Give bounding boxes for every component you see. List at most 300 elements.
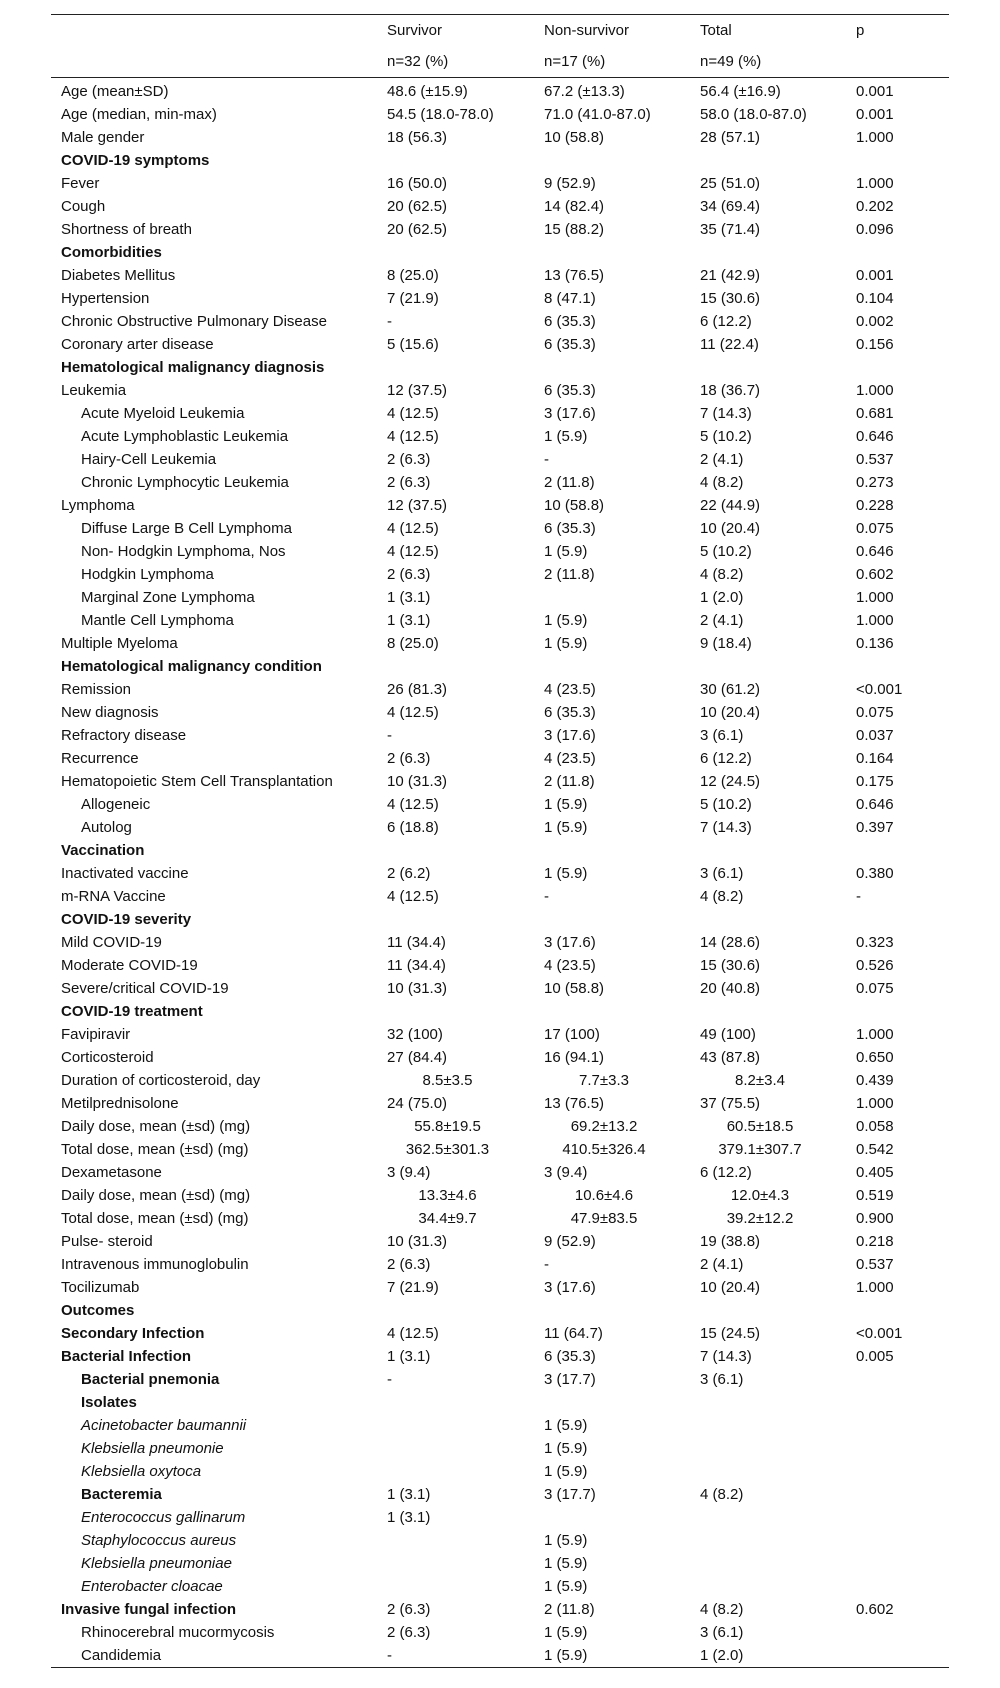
row-label: Bacterial pnemonia (81, 1371, 220, 1388)
survivor-value (387, 241, 544, 264)
survivor-value (387, 1000, 544, 1023)
p-value: 1.000 (856, 129, 894, 146)
survivor-value: 4 (12.5) (387, 405, 439, 422)
row-label: Hematological malignancy condition (61, 658, 322, 675)
table-row (51, 195, 949, 218)
non-survivor-value: 410.5±326.4 (562, 1141, 646, 1158)
p-value: - (856, 888, 861, 905)
non-survivor-value: 1 (5.9) (544, 1578, 588, 1595)
p-value (856, 1000, 949, 1023)
non-survivor-value: 3 (17.6) (544, 405, 596, 422)
total-value: 25 (51.0) (700, 175, 761, 192)
survivor-value: 32 (100) (387, 1026, 443, 1043)
survivor-value (387, 356, 544, 379)
p-value: 0.075 (856, 980, 894, 997)
row-label: Duration of corticosteroid, day (61, 1072, 261, 1089)
non-survivor-value: 1 (5.9) (544, 865, 588, 882)
document-body (51, 14, 949, 1668)
header-non-survivor: Non-survivor (544, 15, 700, 47)
survivor-value: 4 (12.5) (387, 428, 439, 445)
p-value (856, 1368, 949, 1391)
non-survivor-value: 6 (35.3) (544, 382, 596, 399)
non-survivor-value: 17 (100) (544, 1026, 600, 1043)
row-label: Cough (61, 198, 106, 215)
non-survivor-value: 4 (23.5) (544, 681, 596, 698)
table-row (51, 1000, 949, 1023)
table-row (51, 333, 949, 356)
table-row (51, 310, 949, 333)
table-row (51, 1414, 949, 1437)
total-value: 2 (4.1) (700, 451, 744, 468)
p-value: <0.001 (856, 681, 903, 698)
row-label: Metilprednisolone (61, 1095, 179, 1112)
row-label: Inactivated vaccine (61, 865, 189, 882)
total-value: 19 (38.8) (700, 1233, 761, 1250)
non-survivor-value: 1 (5.9) (544, 1624, 588, 1641)
header-survivor-n: n=32 (%) (387, 46, 544, 78)
total-value: 8.2±3.4 (735, 1072, 785, 1089)
total-value: 37 (75.5) (700, 1095, 761, 1112)
survivor-value: 12 (37.5) (387, 497, 448, 514)
row-label: Acinetobacter baumannii (81, 1417, 247, 1434)
non-survivor-value: 3 (17.7) (544, 1371, 596, 1388)
total-value: 15 (30.6) (700, 290, 761, 307)
p-value: 0.519 (856, 1187, 894, 1204)
non-survivor-value: 2 (11.8) (544, 474, 595, 491)
p-value: 0.104 (856, 290, 894, 307)
header-p: p (856, 15, 949, 47)
row-label: Secondary Infection (61, 1325, 205, 1342)
p-value: 0.001 (856, 106, 894, 123)
non-survivor-value: 1 (5.9) (544, 635, 588, 652)
p-value: 0.075 (856, 704, 894, 721)
non-survivor-value: 1 (5.9) (544, 1417, 588, 1434)
survivor-value: 362.5±301.3 (405, 1141, 490, 1158)
row-label: Invasive fungal infection (61, 1601, 237, 1618)
non-survivor-value: 1 (5.9) (544, 543, 588, 560)
total-value: 39.2±12.2 (726, 1210, 794, 1227)
table-row (51, 1023, 949, 1046)
total-value: 14 (28.6) (700, 934, 761, 951)
row-label: Tocilizumab (61, 1279, 140, 1296)
total-value: 60.5±18.5 (726, 1118, 794, 1135)
row-label: COVID-19 symptoms (61, 152, 210, 169)
survivor-value: 4 (12.5) (387, 704, 439, 721)
table-row (51, 1483, 949, 1506)
p-value: 0.439 (856, 1072, 894, 1089)
non-survivor-value (544, 908, 700, 931)
table-row (51, 264, 949, 287)
p-value (856, 1414, 949, 1437)
non-survivor-value: 13 (76.5) (544, 267, 605, 284)
total-value (700, 1414, 856, 1437)
table-row (51, 931, 949, 954)
table-row (51, 149, 949, 172)
row-label: Enterococcus gallinarum (81, 1509, 246, 1526)
p-value: 1.000 (856, 612, 894, 629)
p-value (856, 1506, 949, 1529)
total-value: 6 (12.2) (700, 750, 752, 767)
total-value: 3 (6.1) (700, 865, 744, 882)
table-row (51, 1322, 949, 1345)
header-non-survivor-n: n=17 (%) (544, 46, 700, 78)
total-value: 15 (24.5) (700, 1325, 761, 1342)
table-row (51, 1575, 949, 1598)
patient-characteristics-table (51, 14, 949, 1668)
non-survivor-value: 67.2 (±13.3) (544, 83, 625, 100)
total-value: 3 (6.1) (700, 727, 744, 744)
p-value: 0.646 (856, 796, 894, 813)
total-value (700, 1391, 856, 1414)
row-label: Outcomes (61, 1302, 135, 1319)
p-value (856, 1437, 949, 1460)
survivor-value: 10 (31.3) (387, 980, 448, 997)
row-label: Non- Hodgkin Lymphoma, Nos (81, 543, 286, 560)
survivor-value (387, 1299, 544, 1322)
p-value: 0.001 (856, 83, 894, 100)
total-value: 4 (8.2) (700, 1486, 744, 1503)
survivor-value: 8.5±3.5 (422, 1072, 473, 1089)
table-row (51, 540, 949, 563)
table-row (51, 1506, 949, 1529)
table-row (51, 1644, 949, 1668)
non-survivor-value: 4 (23.5) (544, 750, 596, 767)
total-value (700, 1000, 856, 1023)
row-label: Corticosteroid (61, 1049, 154, 1066)
row-label: Hodgkin Lymphoma (81, 566, 214, 583)
row-label: Fever (61, 175, 100, 192)
table-row (51, 425, 949, 448)
total-value: 379.1±307.7 (718, 1141, 802, 1158)
table-row (51, 1115, 949, 1138)
table-row (51, 724, 949, 747)
table-row (51, 241, 949, 264)
row-label: Favipiravir (61, 1026, 131, 1043)
total-value: 7 (14.3) (700, 819, 752, 836)
survivor-value: 1 (3.1) (387, 1486, 431, 1503)
table-row (51, 1437, 949, 1460)
table-row (51, 402, 949, 425)
row-label: Vaccination (61, 842, 145, 859)
table-row (51, 747, 949, 770)
p-value: 0.537 (856, 451, 894, 468)
table-row (51, 908, 949, 931)
row-label: Klebsiella pneumonie (81, 1440, 224, 1457)
table-row (51, 126, 949, 149)
non-survivor-value: 10 (58.8) (544, 497, 605, 514)
row-label: COVID-19 treatment (61, 1003, 203, 1020)
table-row (51, 1460, 949, 1483)
survivor-value: 6 (18.8) (387, 819, 439, 836)
row-label: Marginal Zone Lymphoma (81, 589, 255, 606)
survivor-value: 2 (6.3) (387, 566, 431, 583)
table-row (51, 701, 949, 724)
total-value: 7 (14.3) (700, 1348, 752, 1365)
survivor-value: 4 (12.5) (387, 888, 439, 905)
row-label: Total dose, mean (±sd) (mg) (61, 1141, 249, 1158)
non-survivor-value: 1 (5.9) (544, 819, 588, 836)
total-value: 28 (57.1) (700, 129, 761, 146)
survivor-value: 3 (9.4) (387, 1164, 431, 1181)
header-blank (51, 46, 387, 78)
p-value: 1.000 (856, 175, 894, 192)
survivor-value (387, 1575, 544, 1598)
row-label: Hematological malignancy diagnosis (61, 359, 325, 376)
total-value (700, 1460, 856, 1483)
table-row (51, 954, 949, 977)
table-row (51, 1391, 949, 1414)
row-label: Severe/critical COVID-19 (61, 980, 229, 997)
total-value (700, 655, 856, 678)
p-value: 0.405 (856, 1164, 894, 1181)
table-row (51, 356, 949, 379)
non-survivor-value (544, 655, 700, 678)
p-value (856, 1575, 949, 1598)
non-survivor-value: 1 (5.9) (544, 796, 588, 813)
survivor-value: - (387, 727, 392, 744)
row-label: Comorbidities (61, 244, 162, 261)
survivor-value: 4 (12.5) (387, 1325, 439, 1342)
non-survivor-value: 71.0 (41.0-87.0) (544, 106, 651, 123)
table-row (51, 1276, 949, 1299)
survivor-value: 12 (37.5) (387, 382, 448, 399)
total-value: 35 (71.4) (700, 221, 761, 238)
survivor-value: 8 (25.0) (387, 635, 439, 652)
survivor-value (387, 1460, 544, 1483)
non-survivor-value (544, 839, 700, 862)
table-body (51, 78, 949, 1668)
non-survivor-value: 1 (5.9) (544, 612, 588, 629)
non-survivor-value (544, 1506, 700, 1529)
non-survivor-value (544, 586, 700, 609)
p-value: 0.228 (856, 497, 894, 514)
survivor-value: 54.5 (18.0-78.0) (387, 106, 494, 123)
non-survivor-value: 47.9±83.5 (570, 1210, 638, 1227)
total-value: 58.0 (18.0-87.0) (700, 106, 807, 123)
survivor-value: 1 (3.1) (387, 589, 431, 606)
non-survivor-value: 6 (35.3) (544, 520, 596, 537)
survivor-value (387, 1391, 544, 1414)
p-value (856, 655, 949, 678)
table-row (51, 1207, 949, 1230)
row-label: Lymphoma (61, 497, 135, 514)
survivor-value: 34.4±9.7 (418, 1210, 477, 1227)
table-row (51, 517, 949, 540)
survivor-value: 7 (21.9) (387, 290, 439, 307)
survivor-value (387, 839, 544, 862)
p-value: 0.164 (856, 750, 894, 767)
p-value (856, 908, 949, 931)
non-survivor-value: 4 (23.5) (544, 957, 596, 974)
p-value (856, 1391, 949, 1414)
non-survivor-value: 1 (5.9) (544, 1644, 700, 1668)
survivor-value (387, 908, 544, 931)
survivor-value (387, 1529, 544, 1552)
p-value: 0.900 (856, 1210, 894, 1227)
survivor-value: 2 (6.3) (387, 474, 431, 491)
survivor-value (387, 655, 544, 678)
total-value: 5 (10.2) (700, 428, 752, 445)
table-row (51, 885, 949, 908)
table-row (51, 172, 949, 195)
table-row (51, 862, 949, 885)
total-value (700, 241, 856, 264)
total-value (700, 908, 856, 931)
total-value: 2 (4.1) (700, 612, 744, 629)
total-value: 3 (6.1) (700, 1624, 744, 1641)
total-value: 18 (36.7) (700, 382, 761, 399)
header-survivor: Survivor (387, 15, 544, 47)
table-row (51, 287, 949, 310)
row-label: New diagnosis (61, 704, 159, 721)
non-survivor-value: 3 (17.6) (544, 727, 596, 744)
row-label: Refractory disease (61, 727, 187, 744)
total-value (700, 1575, 856, 1598)
p-value (856, 1460, 949, 1483)
table-row (51, 1621, 949, 1644)
survivor-value: 4 (12.5) (387, 543, 439, 560)
p-value: 0.397 (856, 819, 894, 836)
p-value (856, 1483, 949, 1506)
total-value (700, 1529, 856, 1552)
p-value: 0.602 (856, 566, 894, 583)
survivor-value: 2 (6.2) (387, 865, 431, 882)
row-label: Dexametasone (61, 1164, 162, 1181)
table-row (51, 793, 949, 816)
p-value: 0.096 (856, 221, 894, 238)
row-label: Acute Lymphoblastic Leukemia (81, 428, 289, 445)
total-value: 4 (8.2) (700, 888, 744, 905)
total-value: 6 (12.2) (700, 1164, 752, 1181)
total-value: 1 (2.0) (700, 1644, 856, 1668)
survivor-value: 26 (81.3) (387, 681, 448, 698)
survivor-value: 20 (62.5) (387, 221, 448, 238)
row-label: Isolates (81, 1394, 137, 1411)
row-label: Coronary arter disease (61, 336, 214, 353)
row-label: Moderate COVID-19 (61, 957, 198, 974)
total-value: 2 (4.1) (700, 1256, 744, 1273)
header-p-blank (856, 46, 949, 78)
row-label: Diabetes Mellitus (61, 267, 176, 284)
total-value (700, 1299, 856, 1322)
row-label: Multiple Myeloma (61, 635, 178, 652)
table-row (51, 218, 949, 241)
row-label: Klebsiella oxytoca (81, 1463, 202, 1480)
row-label: COVID-19 severity (61, 911, 192, 928)
table-row (51, 1552, 949, 1575)
p-value: 0.323 (856, 934, 894, 951)
non-survivor-value: 11 (64.7) (544, 1325, 603, 1342)
table-row (51, 471, 949, 494)
p-value: 0.175 (856, 773, 894, 790)
survivor-value: 13.3±4.6 (418, 1187, 477, 1204)
survivor-value (387, 1552, 544, 1575)
survivor-value: 48.6 (±15.9) (387, 83, 468, 100)
non-survivor-value: 1 (5.9) (544, 1532, 588, 1549)
total-value: 21 (42.9) (700, 267, 761, 284)
row-label: Autolog (81, 819, 132, 836)
total-value: 4 (8.2) (700, 474, 744, 491)
table-row (51, 563, 949, 586)
table-row (51, 1598, 949, 1621)
p-value (856, 241, 949, 264)
p-value: 0.005 (856, 1348, 894, 1365)
row-label: Daily dose, mean (±sd) (mg) (61, 1118, 251, 1135)
non-survivor-value: 3 (17.6) (544, 1279, 596, 1296)
p-value (856, 356, 949, 379)
p-value: 1.000 (856, 1095, 894, 1112)
p-value: 1.000 (856, 1026, 894, 1043)
total-value: 49 (100) (700, 1026, 756, 1043)
survivor-value: - (387, 1371, 392, 1388)
table-row (51, 1046, 949, 1069)
total-value: 4 (8.2) (700, 566, 744, 583)
survivor-value: 4 (12.5) (387, 796, 439, 813)
non-survivor-value (544, 1000, 700, 1023)
p-value: 0.646 (856, 543, 894, 560)
p-value: 0.136 (856, 635, 894, 652)
total-value: 1 (2.0) (700, 589, 744, 606)
row-label: Staphylococcus aureus (81, 1532, 237, 1549)
p-value: 0.058 (856, 1118, 894, 1135)
table-row (51, 816, 949, 839)
table-row (51, 448, 949, 471)
non-survivor-value: - (544, 451, 549, 468)
survivor-value: 8 (25.0) (387, 267, 439, 284)
p-value: 0.037 (856, 727, 894, 744)
survivor-value: 55.8±19.5 (414, 1118, 481, 1135)
row-label: Age (median, min-max) (61, 106, 217, 123)
survivor-value: 11 (34.4) (387, 934, 446, 951)
p-value: 0.542 (856, 1141, 894, 1158)
total-value: 6 (12.2) (700, 313, 752, 330)
table-row (51, 1299, 949, 1322)
survivor-value: - (387, 313, 392, 330)
survivor-value (387, 149, 544, 172)
survivor-value: 5 (15.6) (387, 336, 439, 353)
p-value (856, 149, 949, 172)
total-value: 34 (69.4) (700, 198, 761, 215)
row-label: Hematopoietic Stem Cell Transplantation (61, 773, 333, 790)
non-survivor-value: 69.2±13.2 (570, 1118, 638, 1135)
p-value: 0.650 (856, 1049, 894, 1066)
total-value: 5 (10.2) (700, 543, 752, 560)
table-row (51, 379, 949, 402)
total-value: 5 (10.2) (700, 796, 752, 813)
p-value (856, 1621, 949, 1644)
total-value: 10 (20.4) (700, 704, 761, 721)
table-row (51, 609, 949, 632)
survivor-value: 2 (6.3) (387, 451, 431, 468)
table-row (51, 1161, 949, 1184)
table-row (51, 78, 949, 104)
row-label: Leukemia (61, 382, 127, 399)
non-survivor-value: 1 (5.9) (544, 1555, 588, 1572)
non-survivor-value: - (544, 1256, 549, 1273)
p-value: 0.218 (856, 1233, 894, 1250)
p-value: 0.526 (856, 957, 894, 974)
table-row (51, 1138, 949, 1161)
non-survivor-value: 6 (35.3) (544, 336, 596, 353)
row-label: Chronic Lymphocytic Leukemia (81, 474, 289, 491)
row-label: Recurrence (61, 750, 139, 767)
total-value: 11 (22.4) (700, 336, 759, 353)
total-value: 10 (20.4) (700, 1279, 761, 1296)
non-survivor-value: 7.7±3.3 (579, 1072, 629, 1089)
total-value: 4 (8.2) (700, 1601, 744, 1618)
p-value (856, 839, 949, 862)
survivor-value: 24 (75.0) (387, 1095, 448, 1112)
